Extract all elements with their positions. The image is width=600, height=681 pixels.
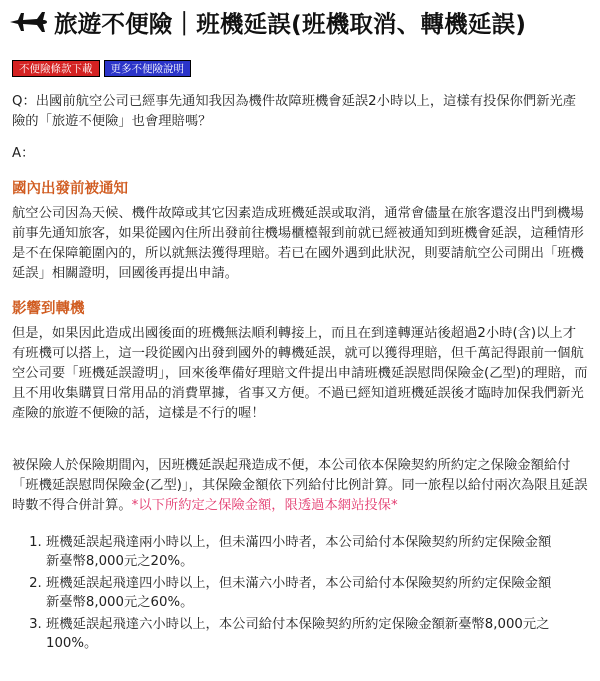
coverage-note: *以下所約定之保險金額，限透過本網站投保* <box>131 498 398 513</box>
section-heading-domestic: 國內出發前被通知 <box>12 181 128 197</box>
download-terms-button[interactable]: 不便險條款下載 <box>12 60 100 77</box>
answer-label: A： <box>12 146 35 161</box>
question-text: Q：出國前航空公司已經事先通知我因為機件故障班機會延誤2小時以上，這樣有投保你們新光產險的「旅遊不便險」也會理賠嗎？ <box>12 94 577 129</box>
payout-list <box>12 533 554 653</box>
coverage-intro-text: 被保險人於保險期間內，因班機延誤起飛造成不便，本公司依本保險契約所約定之保險金額給付「班機延誤慰問保險金(乙型)」，其保險金額依下列給付比例計算。同一旅程以給付兩次為限且延誤時數不得合併計算。 <box>12 458 588 513</box>
section-body-domestic: 航空公司因為天候、機件故障或其它因素造成班機延誤或取消，通常會儘量在旅客還沒出門到機場前事先通知旅客，如果從國內住所出發前往機場櫃檯報到前就已經被通知到班機會延誤，這種情形是不在保障範圍內的，所以就無法獲得理賠。若已在國外遇到此狀況，則要請航空公司開出「班機延誤」相關證明，回國後再提出申請。 <box>12 206 584 281</box>
section-body-transfer: 但是，如果因此造成出國後面的班機無法順利轉接上，而且在到達轉運站後超過2小時(含)以上才有班機可以搭上，這一段從國內出發到國外的轉機延誤，就可以獲得理賠，但千萬記得跟前一個航空公司要「班機延誤證明」，回來後準備好理賠文件提出申請班機延誤慰問保險金(乙型)的理賠，而且不用收集購買日常用品的消費單據，省事又方便。不過已經知道班機延誤後才臨時加保我們新光產險的旅遊不便險的話，這樣是不行的喔！ <box>12 326 588 421</box>
list-item: 3. 班機延誤起飛達六小時以上，本公司給付本保險契約所約定保險金額新臺幣8,000元之100%。 <box>46 615 554 653</box>
list-item: 1. 班機延誤起飛達兩小時以上，但未滿四小時者，本公司給付本保險契約所約定保險金額新臺幣8,000元之20%。 <box>46 533 554 571</box>
coverage-intro <box>12 456 588 516</box>
section-heading-transfer: 影響到轉機 <box>12 301 85 317</box>
more-info-button[interactable]: 更多不便險說明 <box>104 60 192 77</box>
action-buttons <box>12 60 191 77</box>
page-header <box>8 4 598 40</box>
list-item: 2. 班機延誤起飛達四小時以上，但未滿六小時者，本公司給付本保險契約所約定保險金額新臺幣8,000元之60%。 <box>46 574 554 612</box>
page-title: 旅遊不便險｜班機延誤(班機取消、轉機延誤) <box>54 10 527 38</box>
airplane-icon <box>8 7 48 37</box>
article-body <box>12 92 588 656</box>
